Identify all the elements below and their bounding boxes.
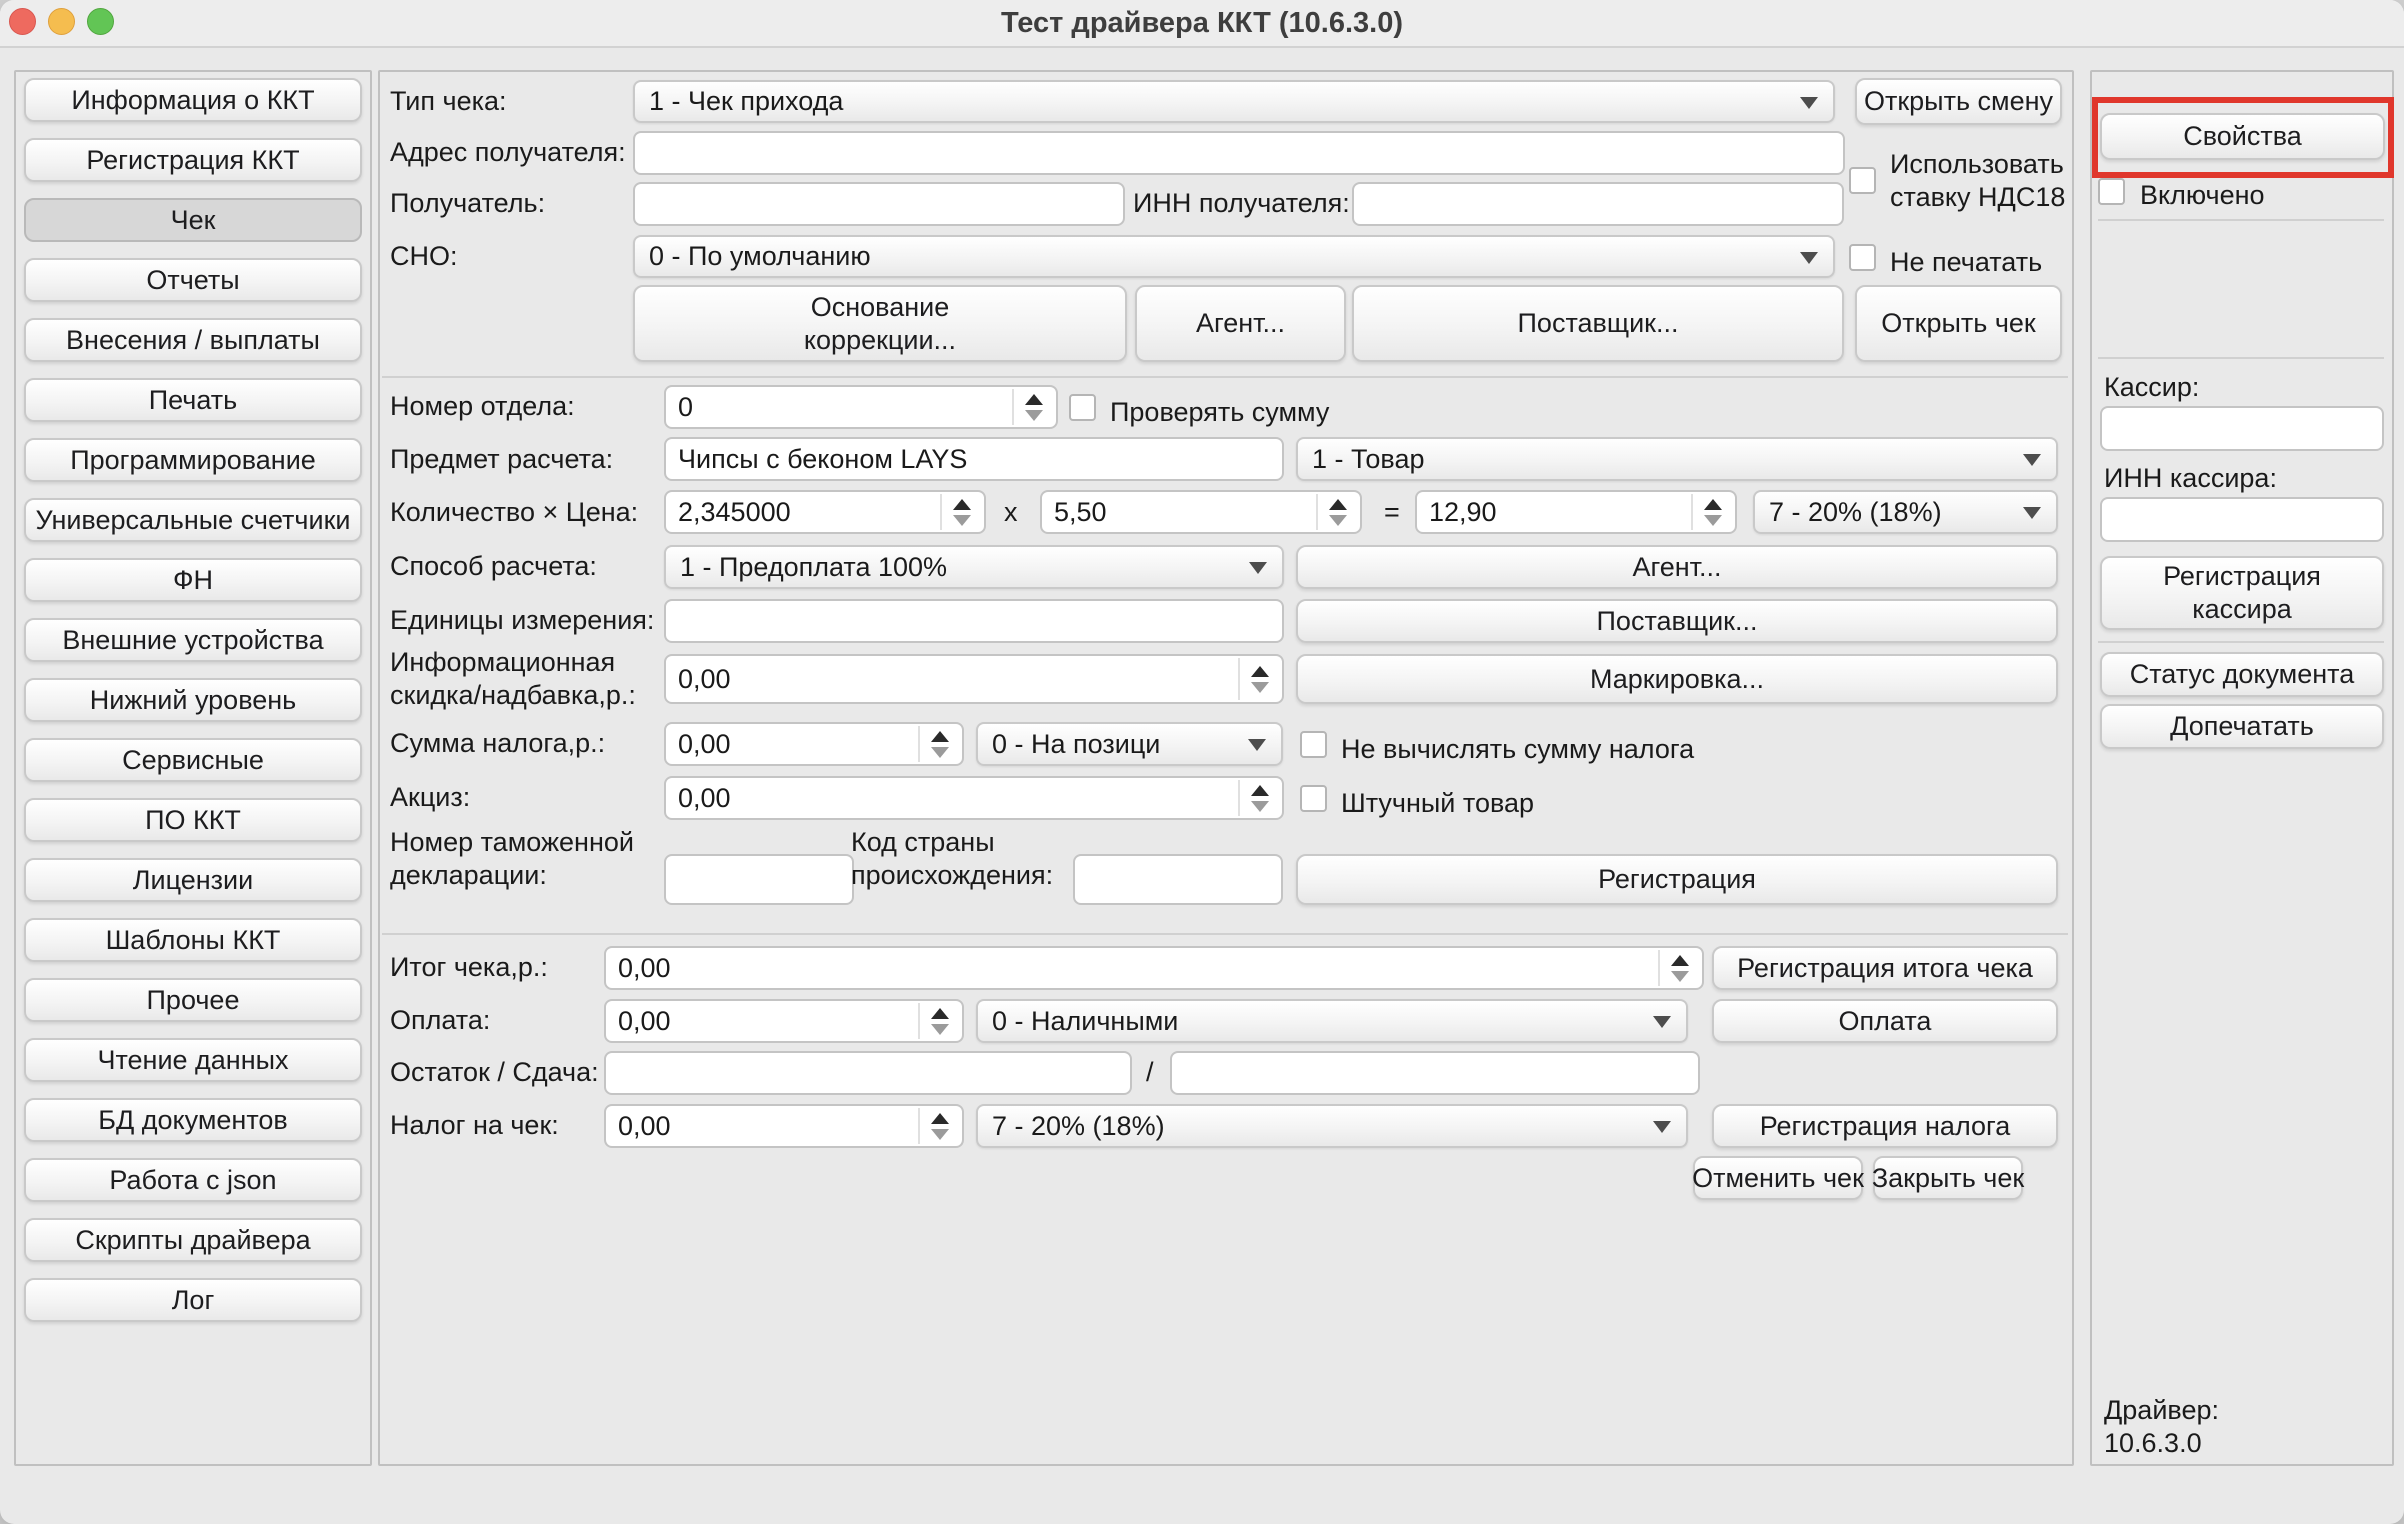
sidebar-item-label: Работа с json — [109, 1164, 277, 1195]
spinner-down-icon — [931, 1024, 949, 1035]
tax-position-value: 0 - На позици — [992, 728, 1161, 759]
subject-type-select[interactable] — [1296, 437, 2058, 481]
correction-basis-label-line1: Основание — [810, 291, 950, 322]
sidebar-item-kkt-registration[interactable] — [24, 138, 362, 182]
country-input[interactable] — [1073, 854, 1283, 905]
recipient-input[interactable] — [633, 182, 1125, 226]
registration-label: Регистрация — [1598, 864, 1756, 894]
department-spinner[interactable] — [664, 385, 1058, 429]
tax-position-select[interactable] — [976, 722, 1283, 766]
recipient-label: Получатель: — [390, 188, 546, 218]
tax-sum-value: 0,00 — [678, 728, 731, 759]
sidebar-item-label: Программирование — [70, 444, 316, 475]
spinner-arrows[interactable] — [1238, 658, 1280, 700]
sidebar-item-label: Нижний уровень — [89, 684, 297, 715]
no-print-checkbox[interactable] — [1849, 244, 1876, 271]
close-check-button[interactable] — [1873, 1156, 2023, 1200]
cashier-label: Кассир: — [2104, 372, 2200, 402]
check-type-select[interactable] — [633, 80, 1835, 123]
payment-label: Оплата: — [390, 1005, 491, 1035]
spinner-up-icon — [1251, 785, 1269, 796]
open-shift-button[interactable] — [1855, 78, 2062, 125]
sidebar-item-label: Внешние устройства — [62, 624, 324, 655]
sidebar-item-log[interactable] — [24, 1278, 362, 1322]
spinner-up-icon — [931, 1113, 949, 1124]
spinner-down-icon — [1329, 515, 1347, 526]
qty-price-label: Количество × Цена: — [390, 497, 639, 527]
sidebar-item-label: БД документов — [98, 1104, 288, 1135]
vat-rate-select[interactable] — [1753, 490, 2058, 534]
spinner-arrows[interactable] — [918, 1003, 960, 1039]
payment-type-select[interactable] — [976, 999, 1688, 1043]
check-tax-spinner[interactable] — [604, 1104, 964, 1148]
agent-label: Агент... — [1195, 308, 1286, 338]
use-vat18-checkbox[interactable] — [1849, 167, 1876, 194]
sidebar-item-json[interactable] — [24, 1158, 362, 1202]
chevron-down-icon — [1800, 97, 1818, 109]
sidebar-item-cash-in-out[interactable] — [24, 318, 362, 362]
supplier-label: Поставщик... — [1517, 308, 1679, 338]
total-registration-label: Регистрация итога чека — [1737, 952, 2033, 983]
discount-label-line1: Информационная — [390, 647, 616, 677]
chevron-down-icon — [2023, 507, 2041, 519]
divider — [2098, 357, 2384, 359]
window-title: Тест драйвера ККТ (10.6.3.0) — [1001, 7, 1403, 39]
supplier2-button[interactable] — [1296, 599, 2058, 643]
spinner-up-icon — [1025, 394, 1043, 405]
chevron-down-icon — [1248, 739, 1266, 751]
spinner-up-icon — [1671, 955, 1689, 966]
check-tax-value: 0,00 — [618, 1110, 671, 1141]
chevron-down-icon — [1653, 1016, 1671, 1028]
spinner-arrows[interactable] — [1316, 494, 1358, 530]
position-sum-spinner[interactable] — [1415, 490, 1737, 534]
sidebar-item-label: Универсальные счетчики — [35, 504, 351, 535]
price-value: 5,50 — [1054, 496, 1107, 527]
agent2-label: Агент... — [1632, 551, 1722, 582]
check-type-value: 1 - Чек прихода — [649, 86, 844, 116]
check-tax-type-value: 7 - 20% (18%) — [992, 1110, 1165, 1141]
spinner-up-icon — [953, 499, 971, 510]
excise-label: Акциз: — [390, 782, 471, 812]
cashier-registration-label-line1: Регистрация — [2163, 561, 2321, 591]
tax-sum-label: Сумма налога,р.: — [390, 728, 606, 758]
position-sum-value: 12,90 — [1429, 496, 1497, 527]
excise-spinner[interactable] — [664, 776, 1284, 820]
multiply-sign: x — [1004, 497, 1018, 527]
use-vat18-label-line1: Использовать — [1890, 149, 2064, 179]
properties-label: Свойства — [2183, 121, 2302, 151]
discount-label-line2: скидка/надбавка,р.: — [390, 680, 636, 710]
customs-label — [390, 826, 634, 892]
chevron-down-icon — [1653, 1121, 1671, 1133]
cancel-check-label: Отменить чек — [1692, 1162, 1864, 1193]
payment-method-select[interactable] — [664, 545, 1284, 589]
payment-method-label: Способ расчета: — [390, 551, 597, 581]
spinner-arrows[interactable] — [1658, 950, 1700, 986]
spinner-down-icon — [931, 747, 949, 758]
chevron-down-icon — [2023, 454, 2041, 466]
total-registration-button[interactable] — [1712, 946, 2058, 990]
verify-sum-label: Проверять сумму — [1110, 397, 1330, 427]
change-label: Остаток / Сдача: — [390, 1057, 599, 1087]
sidebar-item-low-level[interactable] — [24, 678, 362, 722]
chevron-down-icon — [1249, 562, 1267, 574]
sidebar-item-label: Шаблоны ККТ — [105, 924, 281, 955]
recipient-address-label: Адрес получателя: — [390, 137, 626, 167]
spinner-up-icon — [931, 1008, 949, 1019]
check-tax-label: Налог на чек: — [390, 1110, 559, 1140]
check-total-label: Итог чека,р.: — [390, 952, 548, 982]
spinner-down-icon — [1671, 971, 1689, 982]
change-input[interactable] — [1170, 1051, 1700, 1095]
marking-button[interactable] — [1296, 654, 2058, 704]
recipient-inn-input[interactable] — [1352, 182, 1844, 226]
open-check-button[interactable] — [1855, 285, 2062, 362]
country-label — [851, 826, 1053, 892]
country-label-line2: происхождения: — [851, 860, 1054, 890]
units-label: Единицы измерения: — [390, 605, 655, 635]
spinner-arrows[interactable] — [918, 1108, 960, 1144]
no-tax-calc-checkbox[interactable] — [1300, 731, 1327, 758]
sidebar-item-check[interactable] — [24, 198, 362, 242]
payment-type-value: 0 - Наличными — [992, 1005, 1179, 1036]
spinner-up-icon — [1251, 666, 1269, 677]
supplier2-label: Поставщик... — [1596, 605, 1758, 636]
price-spinner[interactable] — [1040, 490, 1362, 534]
cashier-inn-input[interactable] — [2100, 497, 2384, 542]
discount-label — [390, 646, 636, 712]
chevron-down-icon — [1800, 252, 1818, 264]
equals-sign: = — [1384, 497, 1400, 527]
remainder-input[interactable] — [604, 1051, 1132, 1095]
right-panel — [2090, 70, 2394, 1466]
piece-goods-label: Штучный товар — [1341, 788, 1535, 818]
spinner-down-icon — [953, 515, 971, 526]
sidebar-item-kkt-templates[interactable] — [24, 918, 362, 962]
payment-value: 0,00 — [618, 1005, 671, 1036]
tax-registration-button[interactable] — [1712, 1104, 2058, 1148]
sidebar-item-document-db[interactable] — [24, 1098, 362, 1142]
department-label: Номер отдела: — [390, 391, 575, 421]
titlebar — [0, 0, 2404, 48]
driver-version — [2104, 1394, 2219, 1460]
tax-registration-label: Регистрация налога — [1759, 1110, 2011, 1141]
excise-value: 0,00 — [678, 782, 731, 813]
sidebar-item-other[interactable] — [24, 978, 362, 1022]
discount-value: 0,00 — [678, 663, 731, 694]
agent-button[interactable] — [1135, 285, 1346, 362]
discount-spinner[interactable] — [664, 654, 1284, 704]
subject-input[interactable] — [664, 437, 1284, 481]
use-vat18-label-line2: ставку НДС18 — [1890, 182, 2066, 212]
spinner-up-icon — [931, 731, 949, 742]
payment-button-label: Оплата — [1838, 1005, 1932, 1036]
agent2-button[interactable] — [1296, 545, 2058, 589]
supplier-button[interactable] — [1352, 285, 1844, 362]
sno-label: СНО: — [390, 241, 458, 271]
sidebar-item-label: Регистрация ККТ — [86, 144, 300, 175]
divider — [2098, 641, 2384, 643]
reprint-label: Допечатать — [2170, 711, 2314, 741]
sidebar-item-print[interactable] — [24, 378, 362, 422]
quantity-spinner[interactable] — [664, 490, 986, 534]
sno-select[interactable] — [633, 235, 1835, 278]
cashier-input[interactable] — [2100, 406, 2384, 451]
customs-input[interactable] — [664, 854, 854, 905]
no-print-label: Не печатать — [1890, 247, 2043, 277]
spinner-arrows[interactable] — [1238, 780, 1280, 816]
enabled-checkbox[interactable] — [2098, 178, 2125, 205]
spinner-arrows[interactable] — [1691, 494, 1733, 530]
subject-value: Чипсы с беконом LAYS — [678, 443, 968, 474]
spinner-up-icon — [1704, 499, 1722, 510]
sidebar-item-label: Внесения / выплаты — [66, 324, 320, 355]
check-total-value: 0,00 — [618, 952, 671, 983]
vat-rate-value: 7 - 20% (18%) — [1769, 496, 1942, 527]
customs-label-line1: Номер таможенной — [390, 827, 634, 857]
open-check-label: Открыть чек — [1881, 308, 2036, 338]
document-status-label: Статус документа — [2129, 659, 2355, 689]
divider — [382, 376, 2068, 378]
slash-sign: / — [1146, 1057, 1154, 1087]
sidebar-item-label: Лог — [171, 1284, 215, 1315]
cashier-registration-button[interactable] — [2100, 556, 2384, 630]
subject-label: Предмет расчета: — [390, 444, 614, 474]
check-tax-type-select[interactable] — [976, 1104, 1688, 1148]
registration-button[interactable] — [1296, 854, 2058, 905]
sidebar-item-label: Печать — [148, 384, 238, 415]
sidebar-item-label: Сервисные — [122, 744, 264, 775]
driver-label: Драйвер: — [2104, 1395, 2219, 1425]
spinner-down-icon — [931, 1129, 949, 1140]
cashier-registration-label-line2: кассира — [2192, 594, 2292, 624]
recipient-inn-label: ИНН получателя: — [1133, 188, 1350, 218]
spinner-down-icon — [1025, 410, 1043, 421]
cashier-inn-label: ИНН кассира: — [2104, 463, 2277, 493]
recipient-address-input[interactable] — [633, 131, 1845, 175]
sidebar-item-label: ФН — [172, 564, 214, 595]
tax-sum-spinner[interactable] — [664, 722, 964, 766]
spinner-down-icon — [1251, 801, 1269, 812]
open-shift-label: Открыть смену — [1863, 86, 2054, 116]
spinner-arrows[interactable] — [1012, 389, 1054, 425]
sidebar-item-label: Прочее — [146, 984, 240, 1015]
sidebar-item-label: Чек — [170, 204, 216, 235]
subject-type-value: 1 - Товар — [1312, 443, 1425, 474]
close-check-label: Закрыть чек — [1871, 1162, 2025, 1193]
sidebar-item-universal-counters[interactable] — [24, 498, 362, 542]
sidebar-item-kkt-info[interactable] — [24, 78, 362, 122]
use-vat18-label — [1890, 148, 2065, 214]
check-total-spinner[interactable] — [604, 946, 1704, 990]
piece-goods-checkbox[interactable] — [1300, 785, 1327, 812]
units-input[interactable] — [664, 599, 1284, 643]
sidebar-item-label: ПО ККТ — [145, 804, 241, 835]
sidebar-item-read-data[interactable] — [24, 1038, 362, 1082]
sidebar-item-external-devices[interactable] — [24, 618, 362, 662]
no-tax-calc-label: Не вычислять сумму налога — [1341, 734, 1695, 764]
spinner-up-icon — [1329, 499, 1347, 510]
sidebar-item-fn[interactable] — [24, 558, 362, 602]
document-status-button[interactable] — [2100, 652, 2384, 697]
cancel-check-button[interactable] — [1693, 1156, 1863, 1200]
verify-sum-checkbox[interactable] — [1069, 394, 1096, 421]
sidebar-item-service[interactable] — [24, 738, 362, 782]
main-panel — [378, 70, 2074, 1466]
department-value: 0 — [678, 391, 694, 422]
customs-label-line2: декларации: — [390, 860, 547, 890]
sno-value: 0 - По умолчанию — [649, 241, 871, 271]
sidebar-item-label: Скрипты драйвера — [75, 1224, 311, 1255]
sidebar-item-driver-scripts[interactable] — [24, 1218, 362, 1262]
sidebar-item-label: Чтение данных — [97, 1044, 289, 1075]
sidebar-item-label: Информация о ККТ — [71, 84, 315, 115]
payment-spinner[interactable] — [604, 999, 964, 1043]
sidebar-item-kkt-software[interactable] — [24, 798, 362, 842]
properties-button[interactable] — [2100, 113, 2385, 160]
spinner-arrows[interactable] — [940, 494, 982, 530]
country-label-line1: Код страны — [851, 827, 995, 857]
correction-basis-label-line2: коррекции... — [803, 324, 957, 355]
sidebar-item-programming[interactable] — [24, 438, 362, 482]
driver-version-value: 10.6.3.0 — [2104, 1428, 2202, 1458]
enabled-label: Включено — [2140, 180, 2265, 210]
payment-button[interactable] — [1712, 999, 2058, 1043]
sidebar-item-licenses[interactable] — [24, 858, 362, 902]
divider — [382, 933, 2068, 935]
spinner-down-icon — [1704, 515, 1722, 526]
sidebar-item-reports[interactable] — [24, 258, 362, 302]
sidebar-item-label: Отчеты — [146, 264, 240, 295]
check-type-label: Тип чека: — [390, 86, 507, 116]
spinner-down-icon — [1251, 682, 1269, 693]
correction-basis-button[interactable] — [633, 285, 1127, 362]
spinner-arrows[interactable] — [918, 726, 960, 762]
payment-method-value: 1 - Предоплата 100% — [680, 551, 948, 582]
quantity-value: 2,345000 — [678, 496, 791, 527]
sidebar-item-label: Лицензии — [132, 864, 254, 895]
marking-label: Маркировка... — [1589, 663, 1765, 694]
divider — [2098, 219, 2384, 221]
reprint-button[interactable] — [2100, 704, 2384, 749]
